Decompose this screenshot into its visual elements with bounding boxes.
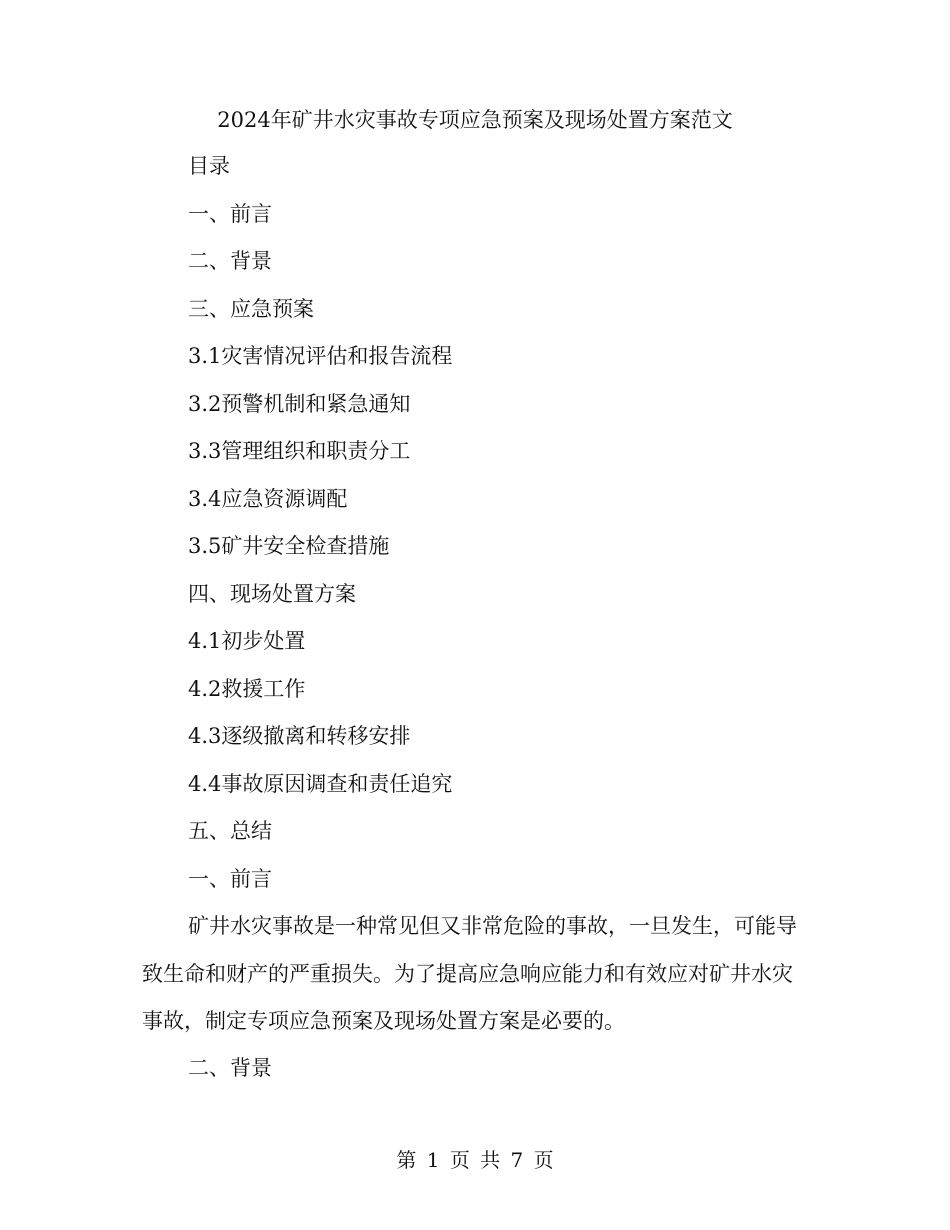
- section-heading: 二、背景: [188, 1056, 272, 1080]
- toc-item: 三、应急预案: [188, 297, 314, 321]
- toc-item: 4.1初步处置: [188, 629, 306, 653]
- toc-item: 四、现场处置方案: [188, 582, 356, 606]
- toc-item: 3.4应急资源调配: [188, 487, 348, 511]
- toc-item: 3.5矿井安全检查措施: [188, 534, 390, 558]
- section-heading: 一、前言: [188, 867, 272, 891]
- toc-item: 3.2预警机制和紧急通知: [188, 392, 411, 416]
- toc-item: 4.2救援工作: [188, 677, 306, 701]
- toc-item: 4.3逐级撤离和转移安排: [188, 724, 411, 748]
- toc-item: 4.4事故原因调查和责任追究: [188, 772, 453, 796]
- document-title: 2024年矿井水灾事故专项应急预案及现场处置方案范文: [217, 108, 733, 132]
- paragraph: 矿井水灾事故是一种常见但又非常危险的事故，一旦发生，可能导致生命和财产的严重损失。为了提高应急响应能力和有效应对矿井水灾事故，制定专项应急预案及现场处置方案是必要的。: [142, 914, 797, 1033]
- toc-heading: 目录: [188, 154, 230, 178]
- toc-item: 3.3管理组织和职责分工: [188, 439, 411, 463]
- page-footer: 第 1 页 共 7 页: [396, 1148, 554, 1172]
- toc-item: 五、总结: [188, 819, 272, 843]
- toc-item: 一、前言: [188, 202, 272, 226]
- toc-item: 3.1灾害情况评估和报告流程: [188, 344, 453, 368]
- toc-item: 二、背景: [188, 249, 272, 273]
